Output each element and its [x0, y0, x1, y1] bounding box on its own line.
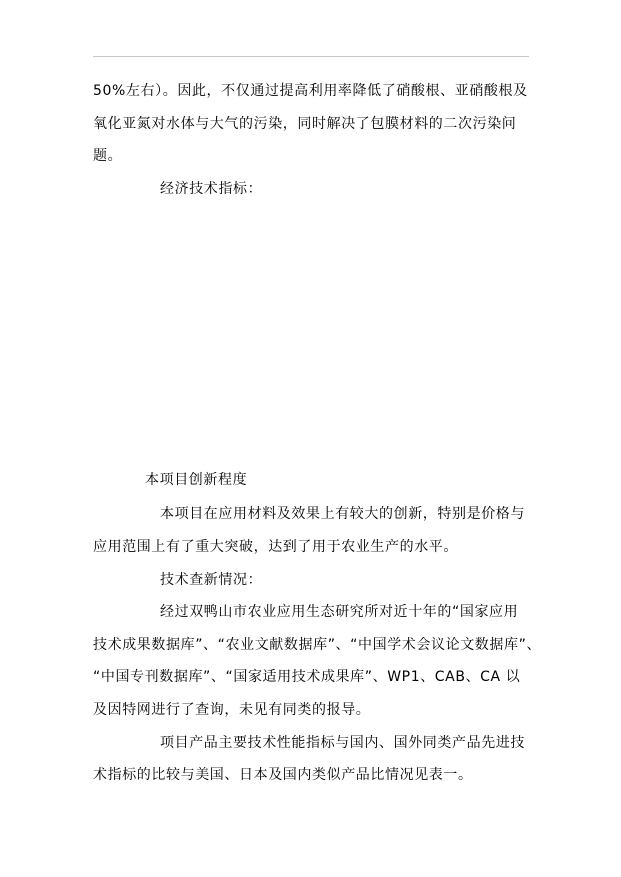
tech-search-paragraph-line3: “中国专刊数据库”、“国家适用技术成果库”、WP1、CAB、CA 以 [93, 669, 521, 685]
innovation-paragraph-line2: 应用范围上有了重大突破，达到了用于农业生产的水平。 [93, 539, 458, 555]
paragraph1-line1: 50%左右）。因此，不仅通过提高利用率降低了硝酸根、亚硝酸根及 [93, 83, 528, 99]
tech-search-label: 技术查新情况： [160, 572, 263, 588]
tech-search-paragraph-line4: 及因特网进行了查询，未见有同类的报导。 [93, 702, 371, 718]
innovation-heading: 本项目创新程度 [145, 472, 248, 488]
innovation-paragraph-line1: 本项目在应用材料及效果上有较大的创新，特别是价格与 [160, 506, 525, 522]
tech-search-paragraph-line1: 经过双鸭山市农业应用生态研究所对近十年的“国家应用 [160, 604, 519, 620]
paragraph1-line2: 氧化亚氮对水体与大气的污染，同时解决了包膜材料的二次污染问 [93, 116, 517, 132]
comparison-paragraph-line2: 术指标的比较与美国、日本及国内类似产品比情况见表一。 [93, 767, 473, 783]
economic-indicators-label: 经济技术指标： [160, 181, 263, 197]
tech-search-paragraph-line2: 技术成果数据库”、“农业文献数据库”、“中国学术会议论文数据库”、 [93, 637, 542, 653]
comparison-paragraph-line1: 项目产品主要技术性能指标与国内、国外同类产品先进技 [160, 735, 525, 751]
header-rule [93, 56, 529, 57]
paragraph1-line3: 题。 [93, 148, 123, 164]
